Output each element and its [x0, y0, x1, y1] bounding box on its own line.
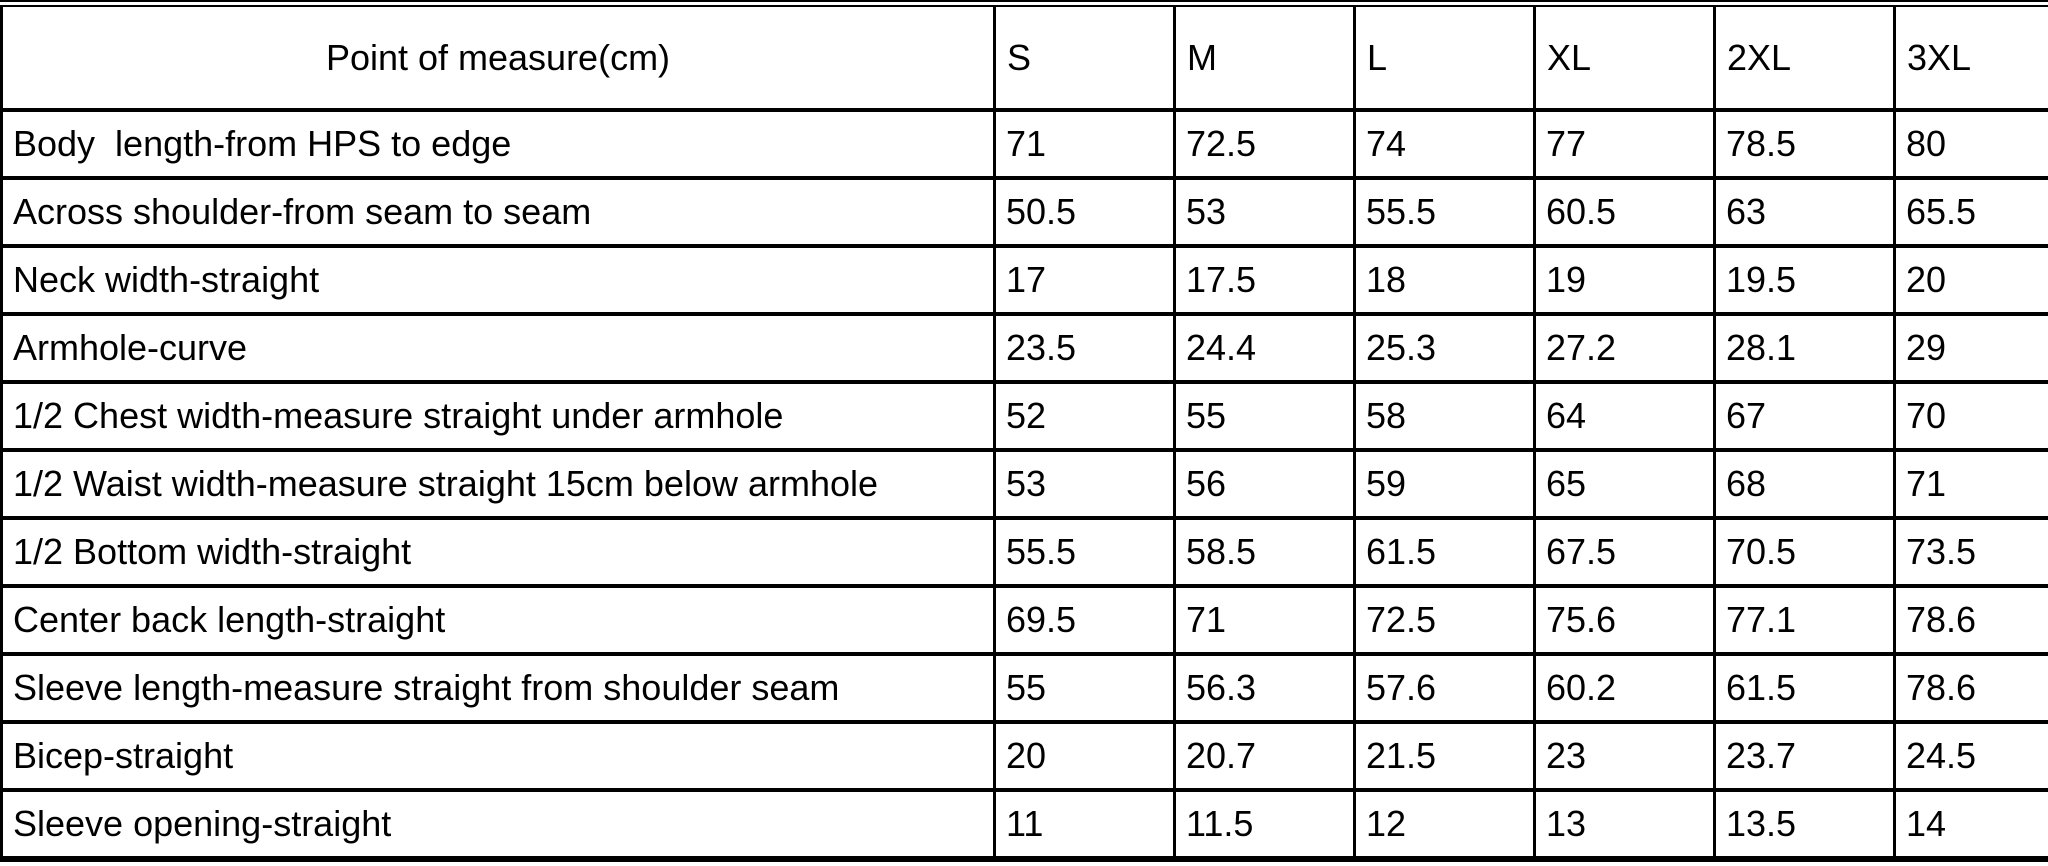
table-row [2, 518, 2048, 586]
value-cell: 78.6 [1895, 586, 2048, 654]
value-cell: 12 [1355, 790, 1535, 859]
value-cell: 20.7 [1175, 722, 1355, 790]
value-cell: 73.5 [1895, 518, 2048, 586]
value-cell: 20 [1895, 246, 2048, 314]
value-cell: 78.6 [1895, 654, 2048, 722]
value-cell: 52 [995, 382, 1175, 450]
value-cell: 21.5 [1355, 722, 1535, 790]
value-cell: 55 [1175, 382, 1355, 450]
value-cell: 64 [1535, 382, 1715, 450]
table-row [2, 382, 2048, 450]
value-cell: 28.1 [1715, 314, 1895, 382]
table-row [2, 722, 2048, 790]
row-label-cell: Neck width-straight [2, 246, 995, 314]
value-cell: 24.4 [1175, 314, 1355, 382]
value-cell: 13 [1535, 790, 1715, 859]
value-cell: 23.7 [1715, 722, 1895, 790]
value-cell: 20 [995, 722, 1175, 790]
table-row [2, 314, 2048, 382]
value-cell: 58.5 [1175, 518, 1355, 586]
value-cell: 61.5 [1715, 654, 1895, 722]
value-cell: 74 [1355, 110, 1535, 178]
value-cell: 65 [1535, 450, 1715, 518]
value-cell: 60.5 [1535, 178, 1715, 246]
value-cell: 17.5 [1175, 246, 1355, 314]
header-cell-size-3xl: 3XL [1895, 4, 2048, 111]
value-cell: 23.5 [995, 314, 1175, 382]
header-row [2, 4, 2048, 111]
row-label-cell: Body length-from HPS to edge [2, 110, 995, 178]
value-cell: 77.1 [1715, 586, 1895, 654]
row-label-cell: 1/2 Chest width-measure straight under armhole [2, 382, 995, 450]
value-cell: 13.5 [1715, 790, 1895, 859]
table-row [2, 790, 2048, 859]
value-cell: 68 [1715, 450, 1895, 518]
table-row [2, 178, 2048, 246]
value-cell: 58 [1355, 382, 1535, 450]
header-cell-size-xl: XL [1535, 4, 1715, 111]
table-row [2, 110, 2048, 178]
row-label-cell: Across shoulder-from seam to seam [2, 178, 995, 246]
value-cell: 25.3 [1355, 314, 1535, 382]
value-cell: 50.5 [995, 178, 1175, 246]
row-label-cell: Sleeve opening-straight [2, 790, 995, 859]
value-cell: 53 [1175, 178, 1355, 246]
value-cell: 23 [1535, 722, 1715, 790]
row-label-cell: Sleeve length-measure straight from shoulder seam [2, 654, 995, 722]
value-cell: 77 [1535, 110, 1715, 178]
value-cell: 78.5 [1715, 110, 1895, 178]
value-cell: 11.5 [1175, 790, 1355, 859]
value-cell: 75.6 [1535, 586, 1715, 654]
value-cell: 67.5 [1535, 518, 1715, 586]
row-label-cell: Bicep-straight [2, 722, 995, 790]
header-cell-size-m: M [1175, 4, 1355, 111]
header-cell-point-of-measure: Point of measure(cm) [2, 4, 995, 111]
value-cell: 14 [1895, 790, 2048, 859]
value-cell: 56.3 [1175, 654, 1355, 722]
size-chart-body [2, 110, 2048, 859]
value-cell: 27.2 [1535, 314, 1715, 382]
table-row [2, 586, 2048, 654]
row-label-cell: 1/2 Waist width-measure straight 15cm below armhole [2, 450, 995, 518]
value-cell: 18 [1355, 246, 1535, 314]
value-cell: 63 [1715, 178, 1895, 246]
value-cell: 69.5 [995, 586, 1175, 654]
value-cell: 72.5 [1355, 586, 1535, 654]
value-cell: 67 [1715, 382, 1895, 450]
value-cell: 60.2 [1535, 654, 1715, 722]
value-cell: 57.6 [1355, 654, 1535, 722]
value-cell: 61.5 [1355, 518, 1535, 586]
value-cell: 55.5 [1355, 178, 1535, 246]
value-cell: 53 [995, 450, 1175, 518]
value-cell: 71 [1895, 450, 2048, 518]
table-row [2, 450, 2048, 518]
header-cell-size-l: L [1355, 4, 1535, 111]
value-cell: 72.5 [1175, 110, 1355, 178]
row-label-cell: Center back length-straight [2, 586, 995, 654]
value-cell: 55 [995, 654, 1175, 722]
value-cell: 17 [995, 246, 1175, 314]
value-cell: 70.5 [1715, 518, 1895, 586]
header-cell-size-2xl: 2XL [1715, 4, 1895, 111]
table-row [2, 654, 2048, 722]
row-label-cell: 1/2 Bottom width-straight [2, 518, 995, 586]
value-cell: 80 [1895, 110, 2048, 178]
value-cell: 65.5 [1895, 178, 2048, 246]
value-cell: 56 [1175, 450, 1355, 518]
value-cell: 11 [995, 790, 1175, 859]
value-cell: 59 [1355, 450, 1535, 518]
header-cell-size-s: S [995, 4, 1175, 111]
value-cell: 55.5 [995, 518, 1175, 586]
value-cell: 70 [1895, 382, 2048, 450]
row-label-cell: Armhole-curve [2, 314, 995, 382]
value-cell: 19 [1535, 246, 1715, 314]
value-cell: 29 [1895, 314, 2048, 382]
table-row [2, 246, 2048, 314]
value-cell: 71 [995, 110, 1175, 178]
value-cell: 71 [1175, 586, 1355, 654]
value-cell: 19.5 [1715, 246, 1895, 314]
value-cell: 24.5 [1895, 722, 2048, 790]
